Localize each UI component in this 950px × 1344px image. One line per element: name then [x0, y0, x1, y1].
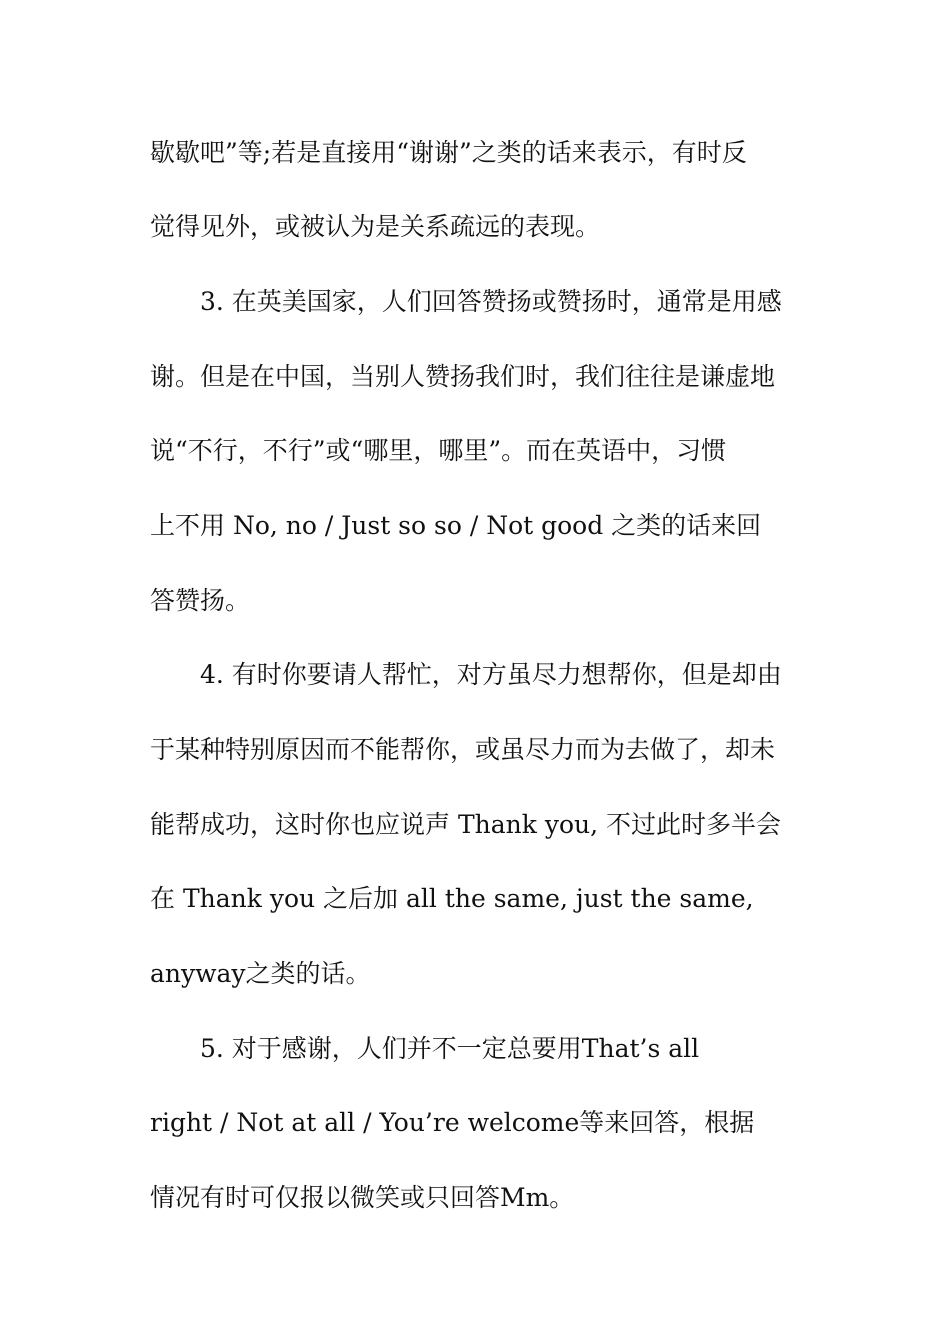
text-line: 上不用 No, no / Just so so / Not good 之类的话来回 [150, 511, 762, 540]
paragraph-4-first-line: 4. 有时你要请人帮忙，对方虽尽力想帮你，但是却由 [200, 660, 782, 689]
text-line: 于某种特别原因而不能帮你，或虽尽力而为去做了，却未 [150, 735, 776, 764]
text-line: 说“不行，不行”或“哪里，哪里”。而在英语中，习惯 [150, 436, 727, 465]
text-line: 觉得见外，或被认为是关系疏远的表现。 [150, 212, 601, 241]
text-line: 答赞扬。 [150, 586, 251, 615]
text-line: 在 Thank you 之后加 all the same, just the same, [150, 884, 754, 913]
paragraph-3-first-line: 3. 在英美国家，人们回答赞扬或赞扬时，通常是用感 [200, 287, 782, 316]
text-line: 谢。但是在中国，当别人赞扬我们时，我们往往是谦虚地 [150, 362, 776, 391]
paragraph-5-first-line: 5. 对于感谢，人们并不一定总要用That’s all [200, 1034, 700, 1063]
text-line: 歇歇吧”等;若是直接用“谢谢”之类的话来表示，有时反 [150, 138, 747, 167]
text-line: anyway之类的话。 [150, 959, 371, 988]
text-line: right / Not at all / You’re welcome等来回答，根据 [150, 1108, 755, 1137]
text-line: 情况有时可仅报以微笑或只回答Mm。 [150, 1183, 575, 1212]
text-line: 能帮成功，这时你也应说声 Thank you, 不过此时多半会 [150, 810, 781, 839]
